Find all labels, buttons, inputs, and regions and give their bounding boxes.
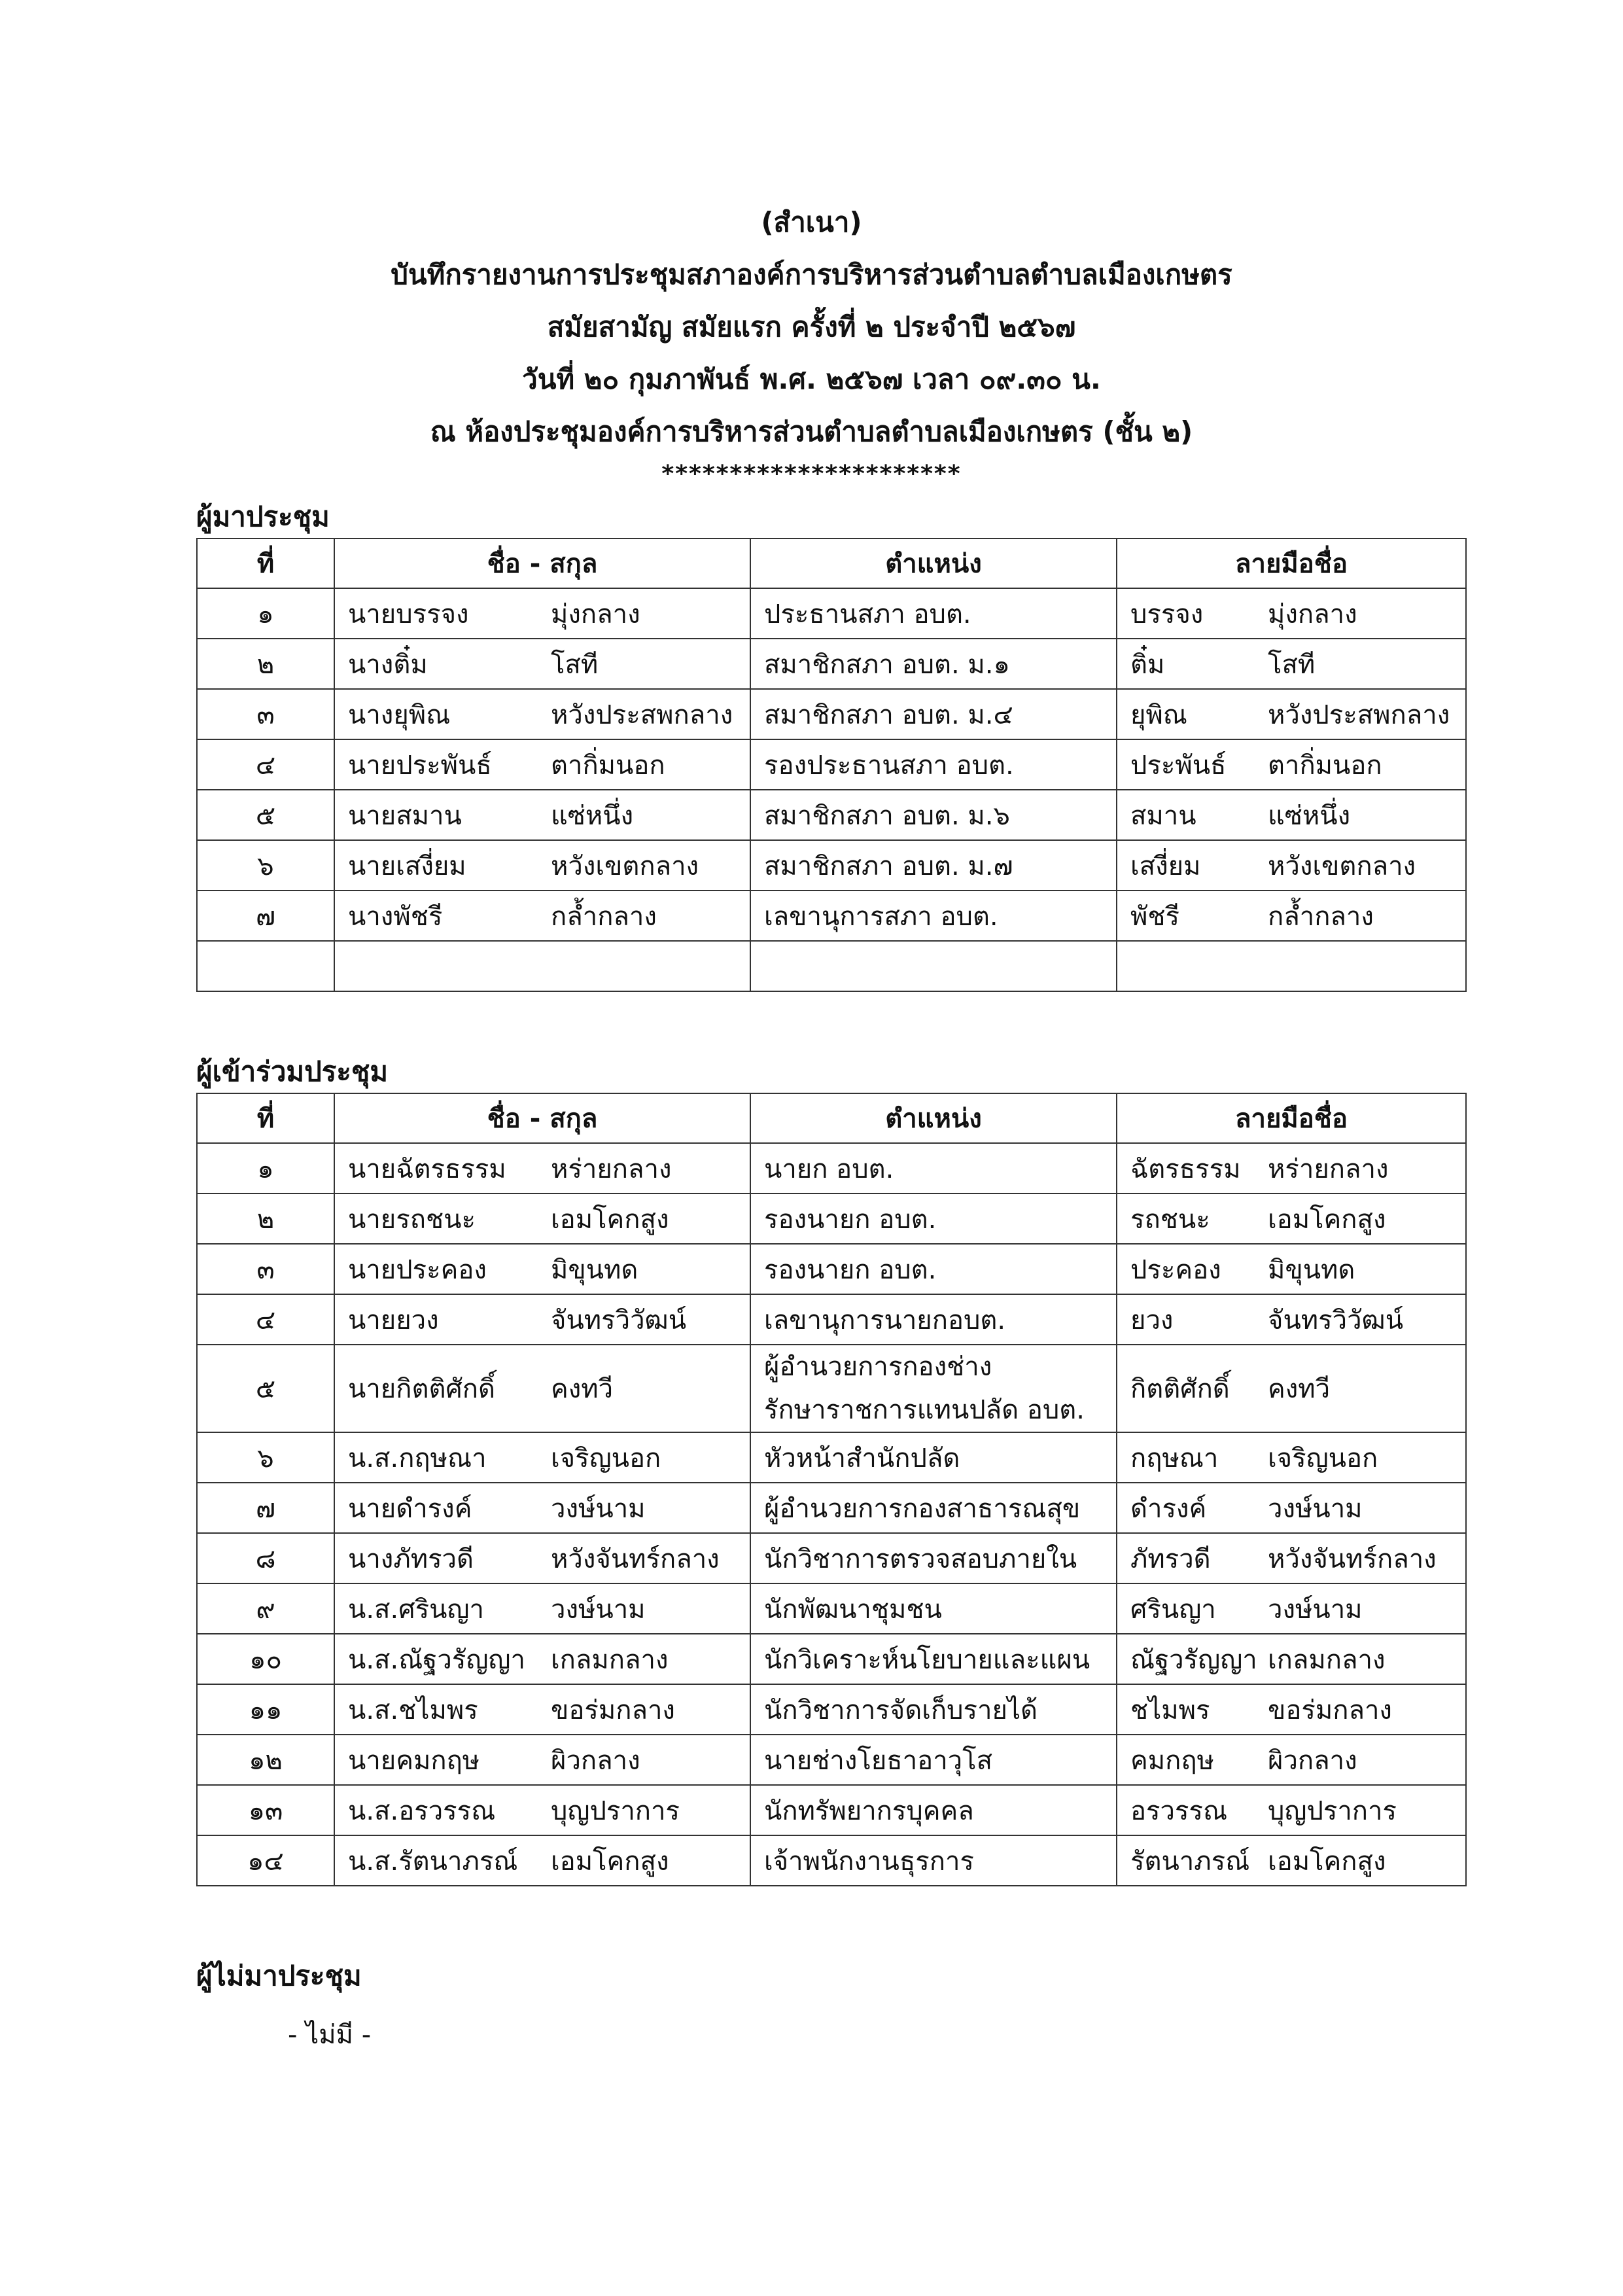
signature-cell [1117, 739, 1466, 790]
signature-cell [1117, 1193, 1466, 1244]
signature-last: ตากิ่มนอก [1268, 750, 1382, 781]
signature-last: วงษ์นาม [1268, 1594, 1363, 1625]
last-name: เอมโคกสูง [551, 1204, 669, 1235]
position-cell: นายก อบต. [750, 1143, 1117, 1193]
table-row [197, 790, 1466, 840]
last-name: ผิวกลาง [551, 1745, 640, 1776]
first-name: นายยวง [348, 1305, 439, 1335]
signature-cell [1117, 1533, 1466, 1583]
signature-first: ศรินญา [1130, 1594, 1216, 1625]
separator-stars: ********************** [661, 461, 962, 487]
table-row [197, 1735, 1466, 1785]
table-row [197, 1483, 1466, 1533]
first-name: น.ส.อรวรรณ [348, 1795, 496, 1826]
row-number-cell: ๕ [197, 790, 334, 840]
signature-cell [1117, 790, 1466, 840]
last-name: วงษ์นาม [551, 1594, 646, 1625]
attendees-table-header [197, 1093, 1466, 1143]
name-cell [334, 739, 750, 790]
position-cell: รองประธานสภา อบต. [750, 739, 1117, 790]
name-cell [334, 1244, 750, 1294]
first-name: นายดำรงค์ [348, 1493, 472, 1524]
signature-cell [1117, 1432, 1466, 1483]
last-name: แซ่หนึ่ง [551, 800, 634, 831]
signature-cell [1117, 1735, 1466, 1785]
signature-cell [1117, 1684, 1466, 1735]
last-name: หวังจันทร์กลาง [551, 1544, 720, 1574]
position-cell: นักวิชาการตรวจสอบภายใน [750, 1533, 1117, 1583]
signature-last: หวังเขตกลาง [1268, 851, 1416, 881]
absent-value: - ไม่มี - [288, 2020, 372, 2050]
signature-first: บรรจง [1130, 599, 1204, 629]
signature-cell [1117, 1143, 1466, 1193]
last-name: หร่ายกลาง [551, 1154, 672, 1184]
position-cell: เจ้าพนักงานธุรการ [750, 1835, 1117, 1886]
table-row [197, 1835, 1466, 1886]
first-name: นางพัชรี [348, 901, 443, 932]
signature-first: พัชรี [1130, 901, 1179, 932]
position-cell: เลขานุการนายกอบต. [750, 1294, 1117, 1345]
row-number-cell: ๑๒ [197, 1735, 334, 1785]
row-number-cell: ๖ [197, 1432, 334, 1483]
name-cell [334, 588, 750, 639]
signature-first: เสงี่ยม [1130, 851, 1201, 881]
signature-last: เจริญนอก [1268, 1443, 1378, 1474]
table-row [197, 1432, 1466, 1483]
name-cell [334, 1294, 750, 1345]
table-row [197, 639, 1466, 689]
signature-first: อรวรรณ [1130, 1795, 1228, 1826]
document-header [0, 196, 1623, 491]
column-header-no: ที่ [197, 539, 334, 588]
last-name: กล้ำกลาง [551, 901, 657, 932]
last-name: มิขุนทด [551, 1254, 638, 1285]
signature-last: กล้ำกลาง [1268, 901, 1374, 932]
signature-first: กิตติศักดิ์ [1130, 1374, 1230, 1404]
signature-last: วงษ์นาม [1268, 1493, 1363, 1524]
table-row [197, 1244, 1466, 1294]
first-name: นายบรรจง [348, 599, 469, 629]
row-number-cell: ๕ [197, 1345, 334, 1432]
table-row [197, 1583, 1466, 1634]
signature-last: เอมโคกสูง [1268, 1204, 1386, 1235]
attendees-table [196, 1093, 1467, 1886]
first-name: นางภัทรวดี [348, 1544, 474, 1574]
last-name: จันทรวิวัฒน์ [551, 1305, 687, 1335]
signature-first: ประคอง [1130, 1254, 1221, 1285]
table-row [197, 840, 1466, 891]
name-cell [334, 1684, 750, 1735]
first-name: นายสมาน [348, 800, 462, 831]
signature-cell [1117, 1835, 1466, 1886]
signature-first: ชไมพร [1130, 1695, 1210, 1725]
position-cell [750, 1345, 1117, 1432]
table-row [197, 1684, 1466, 1735]
session-line: สมัยสามัญ สมัยแรก ครั้งที่ ๒ ประจำปี ๒๕๖๗ [547, 311, 1076, 343]
column-header-signature: ลายมือชื่อ [1117, 539, 1466, 588]
position-cell: นายช่างโยธาอาวุโส [750, 1735, 1117, 1785]
venue-line: ณ ห้องประชุมองค์การบริหารส่วนตำบลตำบลเมืองเกษตร (ชั้น ๒) [430, 415, 1193, 448]
position-cell: นักวิเคราะห์นโยบายและแผน [750, 1634, 1117, 1684]
position-cell: ผู้อำนวยการกองสาธารณสุข [750, 1483, 1117, 1533]
row-number-cell: ๑๓ [197, 1785, 334, 1835]
table-row [197, 1345, 1466, 1432]
name-cell [334, 1432, 750, 1483]
row-number-cell: ๖ [197, 840, 334, 891]
signature-last: บุญปราการ [1268, 1795, 1397, 1826]
position-cell: นักพัฒนาชุมชน [750, 1583, 1117, 1634]
first-name: น.ส.ชไมพร [348, 1695, 478, 1725]
first-name: นายประคอง [348, 1254, 487, 1285]
column-header-name: ชื่อ - สกุล [334, 1093, 750, 1143]
table-row [197, 891, 1466, 941]
row-number-cell: ๔ [197, 739, 334, 790]
last-name: บุญปราการ [551, 1795, 680, 1826]
empty-cell [750, 941, 1117, 991]
row-number-cell: ๑๑ [197, 1684, 334, 1735]
last-name: คงทวี [551, 1374, 614, 1404]
position-line-2: รักษาราชการแทนปลัด อบต. [764, 1395, 1085, 1425]
position-cell: สมาชิกสภา อบต. ม.๖ [750, 790, 1117, 840]
signature-last: มิขุนทด [1268, 1254, 1355, 1285]
signature-cell [1117, 891, 1466, 941]
last-name: ขอร่มกลาง [551, 1695, 675, 1725]
signature-cell [1117, 840, 1466, 891]
first-name: นายฉัตรธรรม [348, 1154, 506, 1184]
signature-first: สมาน [1130, 800, 1196, 831]
column-header-position: ตำแหน่ง [750, 539, 1117, 588]
attendees-section-title: ผู้เข้าร่วมประชุม [196, 1055, 389, 1087]
empty-table-row [197, 941, 1466, 991]
name-cell [334, 639, 750, 689]
name-cell [334, 1533, 750, 1583]
signature-last: หร่ายกลาง [1268, 1154, 1389, 1184]
signature-last: ขอร่มกลาง [1268, 1695, 1392, 1725]
name-cell [334, 689, 750, 739]
position-cell: รองนายก อบต. [750, 1193, 1117, 1244]
signature-cell [1117, 588, 1466, 639]
column-header-signature: ลายมือชื่อ [1117, 1093, 1466, 1143]
first-name: น.ส.ณัฐวรัญญา [348, 1644, 525, 1675]
signature-last: คงทวี [1268, 1374, 1331, 1404]
present-table [196, 538, 1467, 992]
signature-last: โสที [1268, 649, 1316, 680]
signature-last: ผิวกลาง [1268, 1745, 1357, 1776]
table-row [197, 739, 1466, 790]
last-name: เจริญนอก [551, 1443, 661, 1474]
table-row [197, 1533, 1466, 1583]
name-cell [334, 1143, 750, 1193]
name-cell [334, 1483, 750, 1533]
name-cell [334, 1345, 750, 1432]
signature-cell [1117, 689, 1466, 739]
row-number-cell: ๑ [197, 1143, 334, 1193]
signature-first: ติ๋ม [1130, 649, 1165, 680]
empty-cell [334, 941, 750, 991]
signature-cell [1117, 1244, 1466, 1294]
position-cell: นักทรัพยากรบุคคล [750, 1785, 1117, 1835]
row-number-cell: ๑๔ [197, 1835, 334, 1886]
last-name: หวังประสพกลาง [551, 699, 733, 730]
signature-first: ภัทรวดี [1130, 1544, 1211, 1574]
last-name: มุ่งกลาง [551, 599, 640, 629]
first-name: นางติ๋ม [348, 649, 428, 680]
signature-cell [1117, 1294, 1466, 1345]
present-section-title: ผู้มาประชุม [196, 501, 330, 533]
row-number-cell: ๓ [197, 1244, 334, 1294]
signature-last: เกลมกลาง [1268, 1644, 1386, 1675]
name-cell [334, 1735, 750, 1785]
table-row [197, 689, 1466, 739]
last-name: เกลมกลาง [551, 1644, 669, 1675]
last-name: ตากิ่มนอก [551, 750, 665, 781]
signature-last: มุ่งกลาง [1268, 599, 1357, 629]
table-row [197, 1193, 1466, 1244]
table-row [197, 1785, 1466, 1835]
empty-cell [197, 941, 334, 991]
date-time-line: วันที่ ๒๐ กุมภาพันธ์ พ.ศ. ๒๕๖๗ เวลา ๐๙.๓๐ น. [522, 363, 1101, 395]
first-name: นางยุพิณ [348, 699, 451, 730]
last-name: หวังเขตกลาง [551, 851, 699, 881]
row-number-cell: ๗ [197, 1483, 334, 1533]
row-number-cell: ๑๐ [197, 1634, 334, 1684]
position-cell: เลขานุการสภา อบต. [750, 891, 1117, 941]
row-number-cell: ๔ [197, 1294, 334, 1345]
signature-cell [1117, 1345, 1466, 1432]
signature-cell [1117, 639, 1466, 689]
table-row [197, 1294, 1466, 1345]
position-cell: สมาชิกสภา อบต. ม.๔ [750, 689, 1117, 739]
empty-cell [1117, 941, 1466, 991]
first-name: นายกิตติศักดิ์ [348, 1374, 495, 1404]
name-cell [334, 790, 750, 840]
document-title: บันทึกรายงานการประชุมสภาองค์การบริหารส่วนตำบลตำบลเมืองเกษตร [391, 258, 1232, 291]
row-number-cell: ๒ [197, 639, 334, 689]
signature-first: รถชนะ [1130, 1204, 1210, 1235]
copy-mark: (สำเนา) [761, 206, 862, 238]
table-row [197, 1143, 1466, 1193]
name-cell [334, 1634, 750, 1684]
signature-first: ยุพิณ [1130, 699, 1187, 730]
first-name: นายเสงี่ยม [348, 851, 466, 881]
signature-cell [1117, 1634, 1466, 1684]
first-name: น.ส.กฤษณา [348, 1443, 487, 1474]
name-cell [334, 840, 750, 891]
name-cell [334, 1785, 750, 1835]
row-number-cell: ๑ [197, 588, 334, 639]
signature-last: จันทรวิวัฒน์ [1268, 1305, 1404, 1335]
signature-first: ดำรงค์ [1130, 1493, 1207, 1524]
first-name: น.ส.รัตนาภรณ์ [348, 1846, 518, 1877]
name-cell [334, 1583, 750, 1634]
first-name: น.ส.ศรินญา [348, 1594, 484, 1625]
table-row [197, 588, 1466, 639]
signature-first: ยวง [1130, 1305, 1174, 1335]
position-cell: สมาชิกสภา อบต. ม.๑ [750, 639, 1117, 689]
name-cell [334, 891, 750, 941]
signature-first: ฉัตรธรรม [1130, 1154, 1241, 1184]
signature-first: รัตนาภรณ์ [1130, 1846, 1250, 1877]
name-cell [334, 1193, 750, 1244]
position-cell: สมาชิกสภา อบต. ม.๗ [750, 840, 1117, 891]
table-row [197, 1634, 1466, 1684]
signature-first: กฤษณา [1130, 1443, 1219, 1474]
position-cell: ประธานสภา อบต. [750, 588, 1117, 639]
row-number-cell: ๙ [197, 1583, 334, 1634]
column-header-name: ชื่อ - สกุล [334, 539, 750, 588]
signature-last: หวังประสพกลาง [1268, 699, 1450, 730]
signature-last: หวังจันทร์กลาง [1268, 1544, 1437, 1574]
column-header-position: ตำแหน่ง [750, 1093, 1117, 1143]
row-number-cell: ๘ [197, 1533, 334, 1583]
position-line-1: ผู้อำนวยการกองช่าง [764, 1352, 992, 1382]
name-cell [334, 1835, 750, 1886]
signature-last: เอมโคกสูง [1268, 1846, 1386, 1877]
first-name: นายรถชนะ [348, 1204, 476, 1235]
last-name: โสที [551, 649, 599, 680]
last-name: เอมโคกสูง [551, 1846, 669, 1877]
signature-cell [1117, 1785, 1466, 1835]
row-number-cell: ๗ [197, 891, 334, 941]
signature-first: ประพันธ์ [1130, 750, 1227, 781]
signature-cell [1117, 1483, 1466, 1533]
signature-first: คมกฤษ [1130, 1745, 1214, 1776]
signature-last: แซ่หนึ่ง [1268, 800, 1351, 831]
signature-first: ณัฐวรัญญา [1130, 1644, 1257, 1675]
first-name: นายประพันธ์ [348, 750, 492, 781]
position-cell: นักวิชาการจัดเก็บรายได้ [750, 1684, 1117, 1735]
absent-section-title: ผู้ไม่มาประชุม [196, 1960, 362, 1992]
row-number-cell: ๒ [197, 1193, 334, 1244]
present-table-header [197, 539, 1466, 588]
column-header-no: ที่ [197, 1093, 334, 1143]
last-name: วงษ์นาม [551, 1493, 646, 1524]
row-number-cell: ๓ [197, 689, 334, 739]
position-cell: หัวหน้าสำนักปลัด [750, 1432, 1117, 1483]
first-name: นายคมกฤษ [348, 1745, 480, 1776]
position-cell: รองนายก อบต. [750, 1244, 1117, 1294]
signature-cell [1117, 1583, 1466, 1634]
